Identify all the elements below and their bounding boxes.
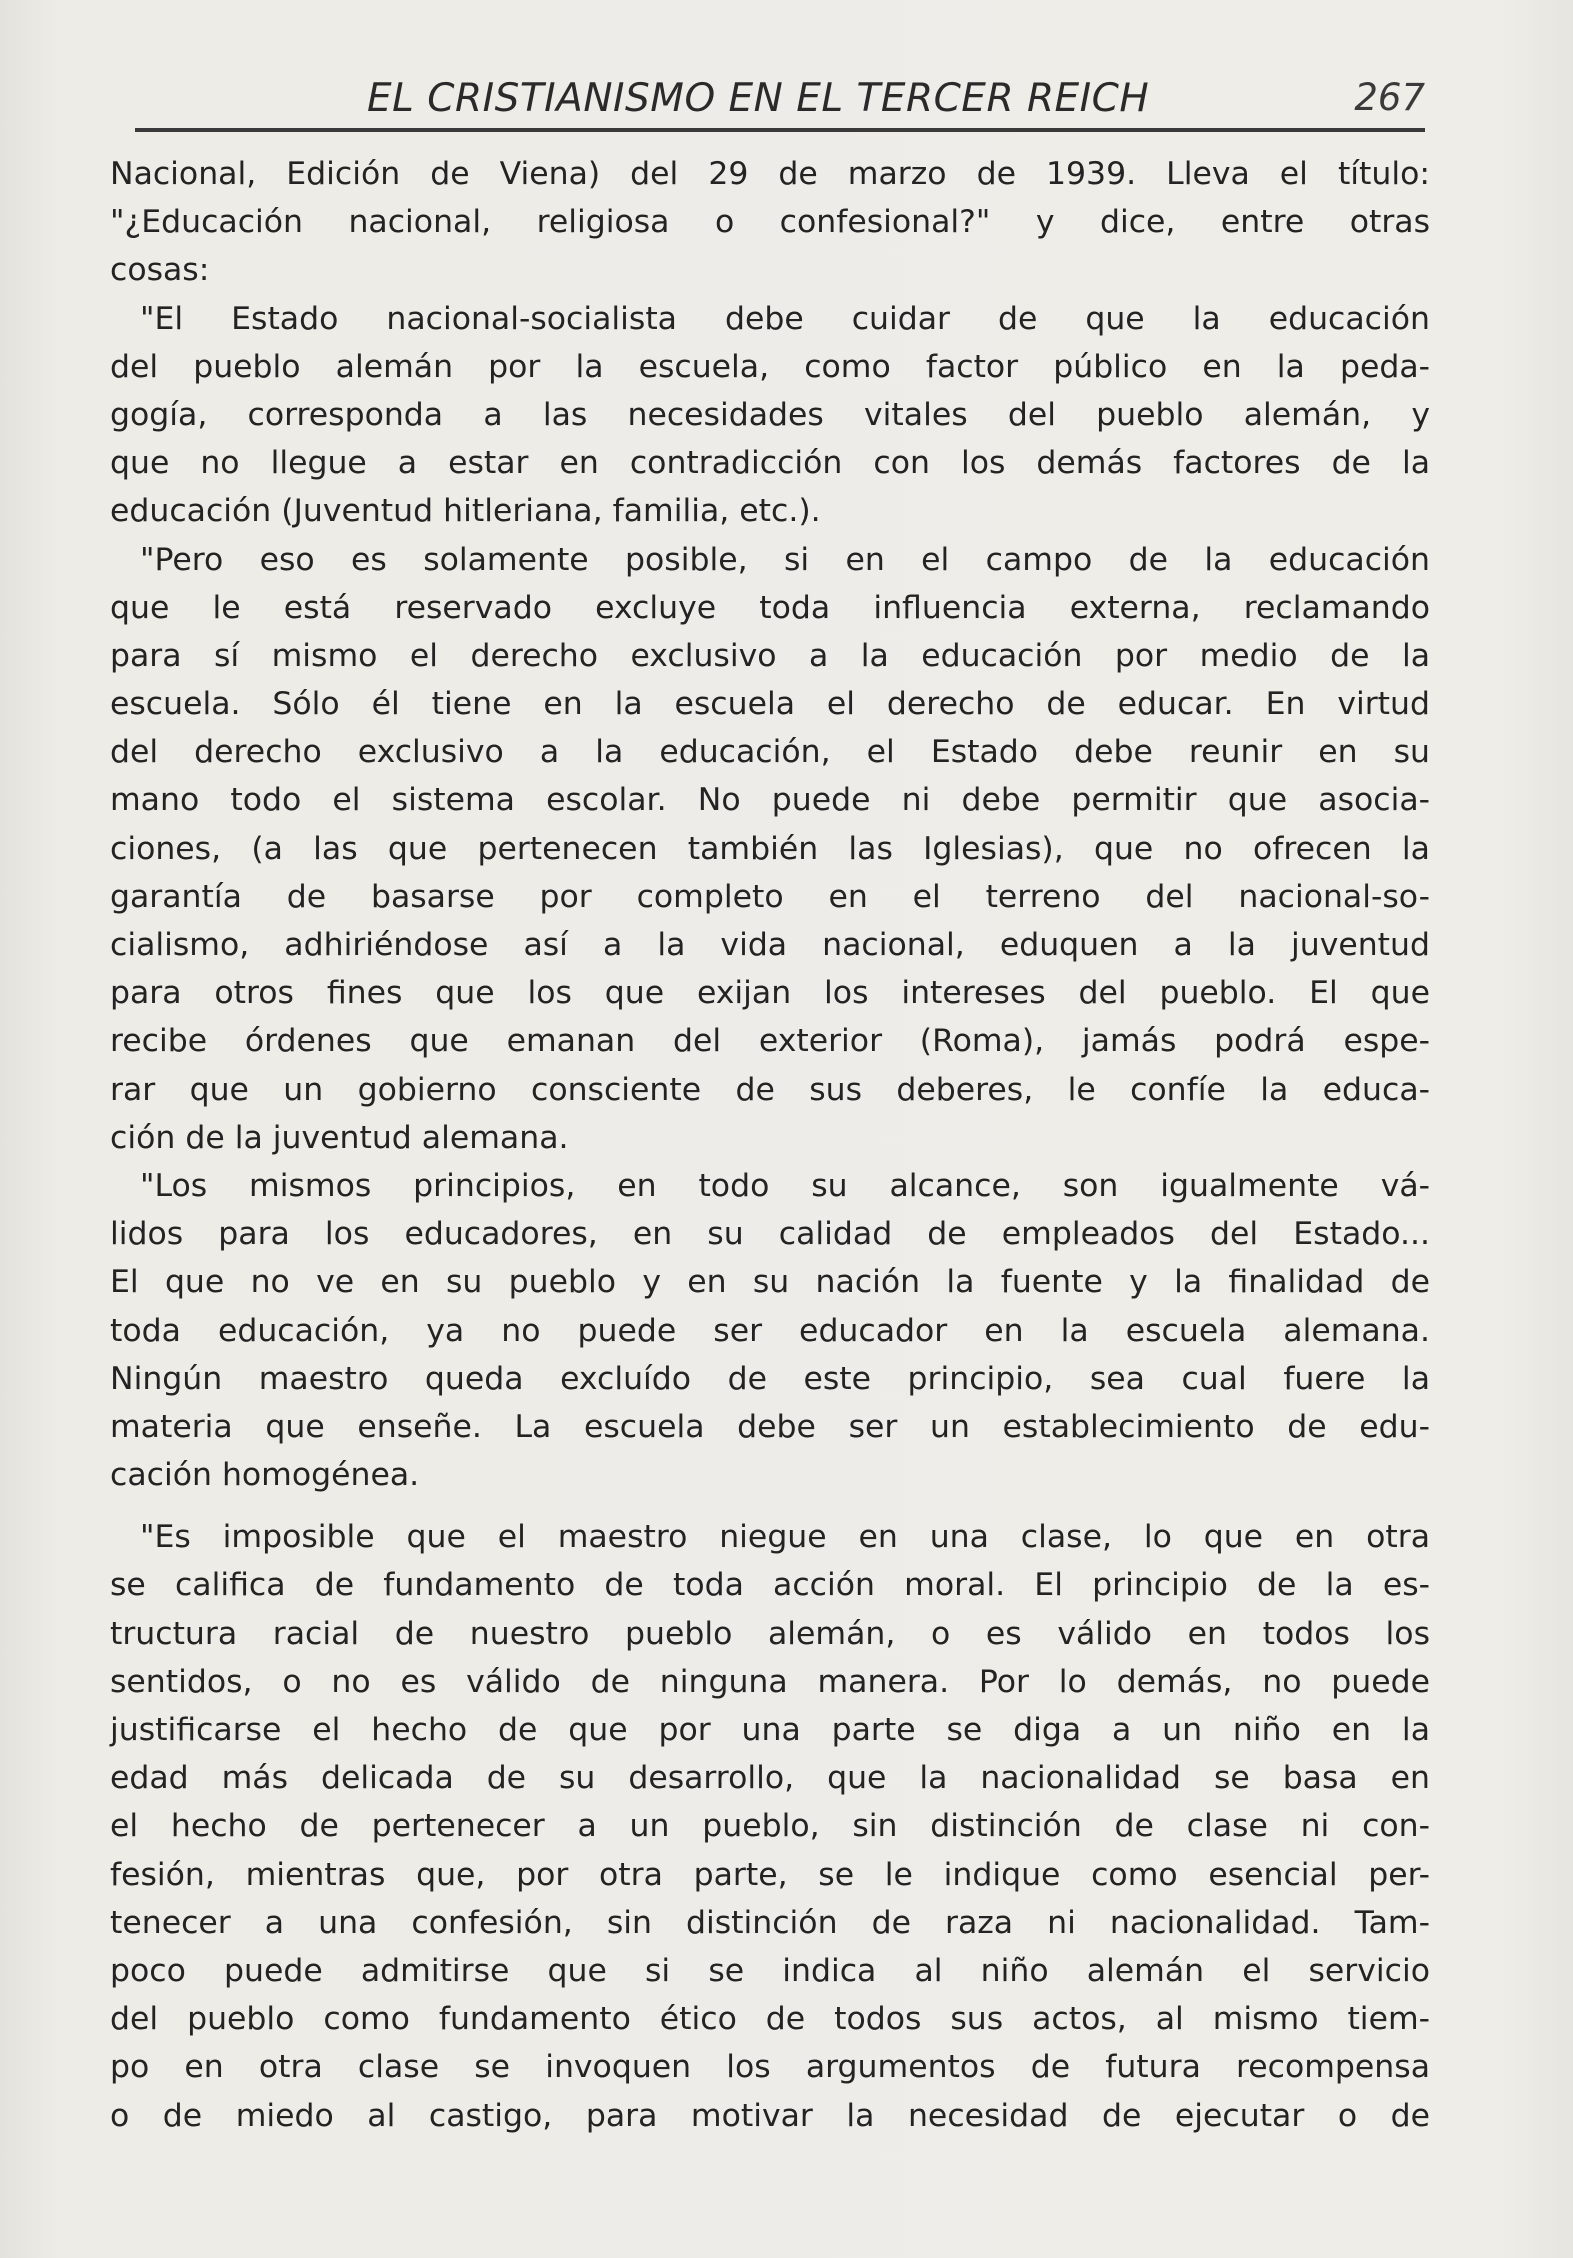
- text-line: mano todo el sistema escolar. No puede ni debe permitir que asocia-: [110, 782, 1430, 819]
- text-line: del pueblo como fundamento ético de todos sus actos, al mismo tiem-: [110, 2001, 1430, 2038]
- text-line: toda educación, ya no puede ser educador en la escuela alemana.: [110, 1312, 1430, 1349]
- text-line: ción de la juventud alemana.: [110, 1119, 569, 1156]
- text-line: lidos para los educadores, en su calidad de empleados del Estado...: [110, 1216, 1430, 1253]
- text-line: escuela. Sólo él tiene en la escuela el derecho de educar. En virtud: [110, 686, 1430, 723]
- text-line: rar que un gobierno consciente de sus deberes, le confíe la educa-: [110, 1071, 1430, 1108]
- text-line: educación (Juventud hitleriana, familia, etc.).: [110, 493, 821, 530]
- running-title: EL CRISTIANISMO EN EL TERCER REICH: [367, 76, 1150, 121]
- text-line: "El Estado nacional-socialista debe cuidar de que la educación: [140, 300, 1430, 337]
- text-line: poco puede admitirse que si se indica al niño alemán el servicio: [110, 1952, 1430, 1989]
- text-line: para otros fines que los que exijan los intereses del pueblo. El que: [110, 975, 1430, 1012]
- text-line: se califica de fundamento de toda acción moral. El principio de la es-: [110, 1567, 1430, 1604]
- text-line: "Los mismos principios, en todo su alcance, son igualmente vá-: [140, 1167, 1430, 1204]
- text-line: El que no ve en su pueblo y en su nación la fuente y la finalidad de: [110, 1264, 1430, 1301]
- text-line: justificarse el hecho de que por una parte se diga a un niño en la: [110, 1712, 1430, 1748]
- header-rule: [135, 128, 1425, 132]
- text-line: cialismo, adhiriéndose así a la vida nacional, eduquen a la juventud: [110, 927, 1430, 963]
- text-line: tenecer a una confesión, sin distinción de raza ni nacionalidad. Tam-: [110, 1904, 1430, 1941]
- text-line: tructura racial de nuestro pueblo alemán, o es válido en todos los: [110, 1615, 1430, 1652]
- text-line: Ningún maestro queda excluído de este principio, sea cual fuere la: [110, 1360, 1430, 1397]
- text-line: o de miedo al castigo, para motivar la necesidad de ejecutar o de: [110, 2097, 1430, 2134]
- text-line: recibe órdenes que emanan del exterior (Roma), jamás podrá espe-: [110, 1023, 1430, 1060]
- text-line: materia que enseñe. La escuela debe ser un establecimiento de edu-: [110, 1408, 1430, 1445]
- text-line: el hecho de pertenecer a un pueblo, sin distinción de clase ni con-: [110, 1808, 1430, 1845]
- text-line: "¿Educación nacional, religiosa o confesional?" y dice, entre otras: [110, 204, 1430, 241]
- text-line: sentidos, o no es válido de ninguna manera. Por lo demás, no puede: [110, 1663, 1430, 1700]
- text-line: cosas:: [110, 252, 210, 289]
- page-number: 267: [1354, 76, 1425, 119]
- text-line: fesión, mientras que, por otra parte, se le indique como esencial per-: [110, 1856, 1430, 1893]
- text-line: "Es imposible que el maestro niegue en una clase, lo que en otra: [140, 1519, 1430, 1556]
- page-header: [135, 68, 1425, 128]
- text-line: para sí mismo el derecho exclusivo a la educación por medio de la: [110, 637, 1430, 674]
- text-line: ciones, (a las que pertenecen también las Iglesias), que no ofrecen la: [110, 830, 1430, 867]
- text-line: garantía de basarse por completo en el terreno del nacional-so-: [110, 878, 1430, 915]
- text-line: que no llegue a estar en contradicción con los demás factores de la: [110, 445, 1430, 482]
- text-line: Nacional, Edición de Viena) del 29 de marzo de 1939. Lleva el título:: [110, 156, 1430, 192]
- text-line: "Pero eso es solamente posible, si en el campo de la educación: [140, 541, 1430, 578]
- text-line: edad más delicada de su desarrollo, que la nacionalidad se basa en: [110, 1760, 1430, 1797]
- text-line: po en otra clase se invoquen los argumentos de futura recompensa: [110, 2049, 1430, 2086]
- text-line: gogía, corresponda a las necesidades vitales del pueblo alemán, y: [110, 396, 1430, 433]
- paragraph-gap: [110, 1499, 1430, 1513]
- text-line: cación homogénea.: [110, 1457, 420, 1494]
- text-line: del pueblo alemán por la escuela, como factor público en la peda-: [110, 348, 1430, 385]
- text-line: del derecho exclusivo a la educación, el Estado debe reunir en su: [110, 734, 1430, 771]
- text-line: que le está reservado excluye toda influencia externa, reclamando: [110, 589, 1430, 626]
- body-text: [110, 150, 1430, 2140]
